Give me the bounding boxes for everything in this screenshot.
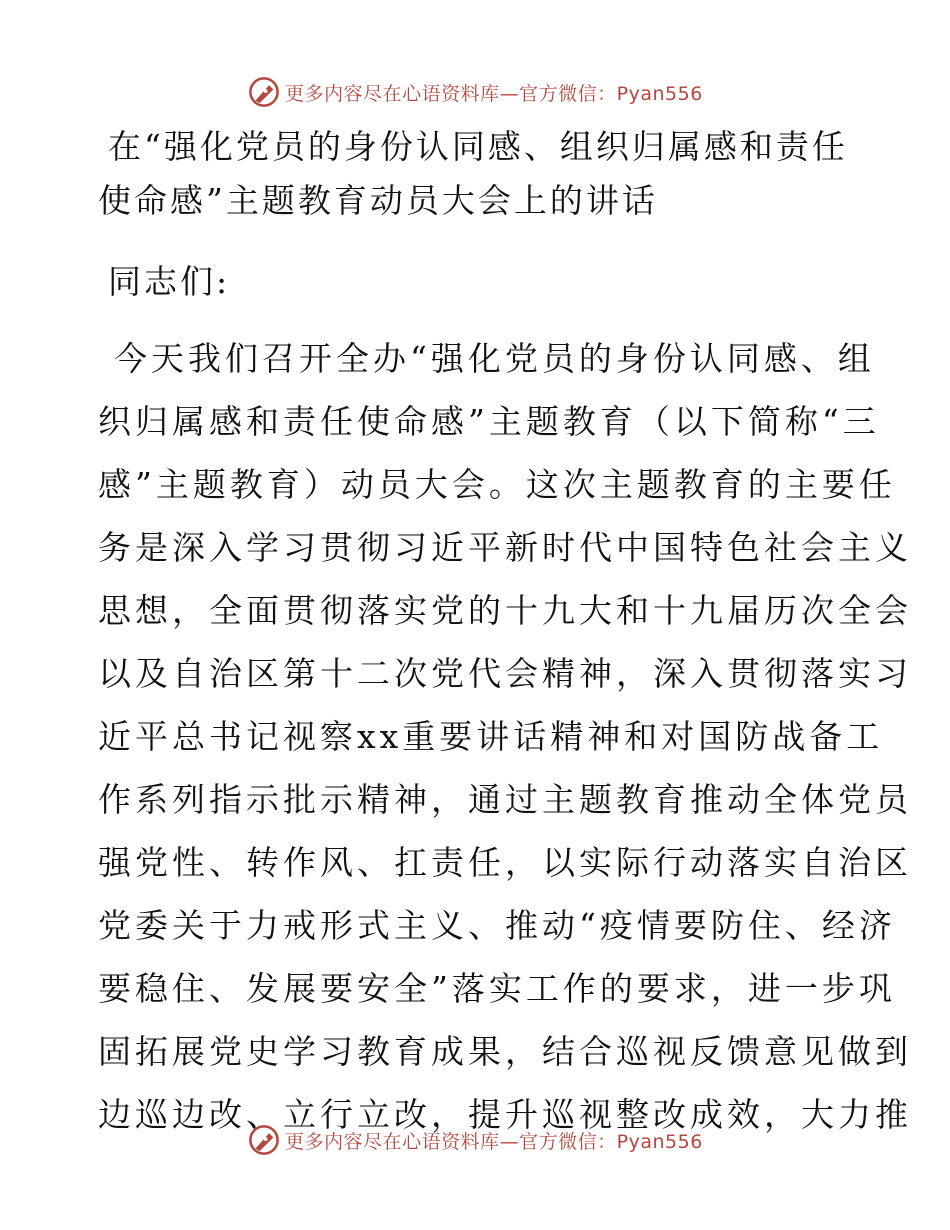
- pen-nib-circle-logo-icon: [247, 75, 281, 109]
- salutation: 同志们:: [108, 262, 231, 301]
- body-line: 作系列指示批示精神，通过主题教育推动全体党员: [98, 780, 912, 819]
- title-line: 在“强化党员的身份认同感、组织归属感和责任: [108, 127, 848, 166]
- body-line: 以及自治区第十二次党代会精神，深入贯彻落实习: [98, 654, 912, 693]
- body-line: 固拓展党史学习教育成果，结合巡视反馈意见做到: [98, 1032, 912, 1071]
- body-paragraph: [98, 327, 912, 1146]
- document-title: [98, 120, 858, 228]
- pen-nib-circle-logo-icon: [247, 1123, 281, 1157]
- body-line: 思想，全面贯彻落实党的十九大和十九届历次全会: [98, 591, 912, 630]
- body-line: 织归属感和责任使命感”主题教育（以下简称“三: [98, 402, 880, 441]
- body-line: 边巡边改、立行立改，提升巡视整改成效，大力推: [98, 1095, 912, 1134]
- footer-watermark: [0, 1120, 950, 1160]
- title-line: 使命感”主题教育动员大会上的讲话: [98, 181, 658, 220]
- body-line: 务是深入学习贯彻习近平新时代中国特色社会主义: [98, 528, 912, 567]
- watermark-text: 更多内容尽在心语资料库—官方微信：Pyan556: [285, 82, 703, 105]
- body-line: 党委关于力戒形式主义、推动“疫情要防住、经济: [98, 906, 896, 945]
- header-watermark: [0, 72, 950, 112]
- body-line: 今天我们召开全办“强化党员的身份认同感、组: [114, 339, 875, 378]
- body-line: 强党性、转作风、扛责任，以实际行动落实自治区: [98, 843, 912, 882]
- body-line: 要稳住、发展要安全”落实工作的要求，进一步巩: [98, 969, 896, 1008]
- watermark-text: 更多内容尽在心语资料库—官方微信：Pyan556: [285, 1130, 703, 1153]
- body-line: 感”主题教育）动员大会。这次主题教育的主要任: [98, 465, 896, 504]
- body-line: 近平总书记视察xx重要讲话精神和对国防战备工: [98, 717, 884, 756]
